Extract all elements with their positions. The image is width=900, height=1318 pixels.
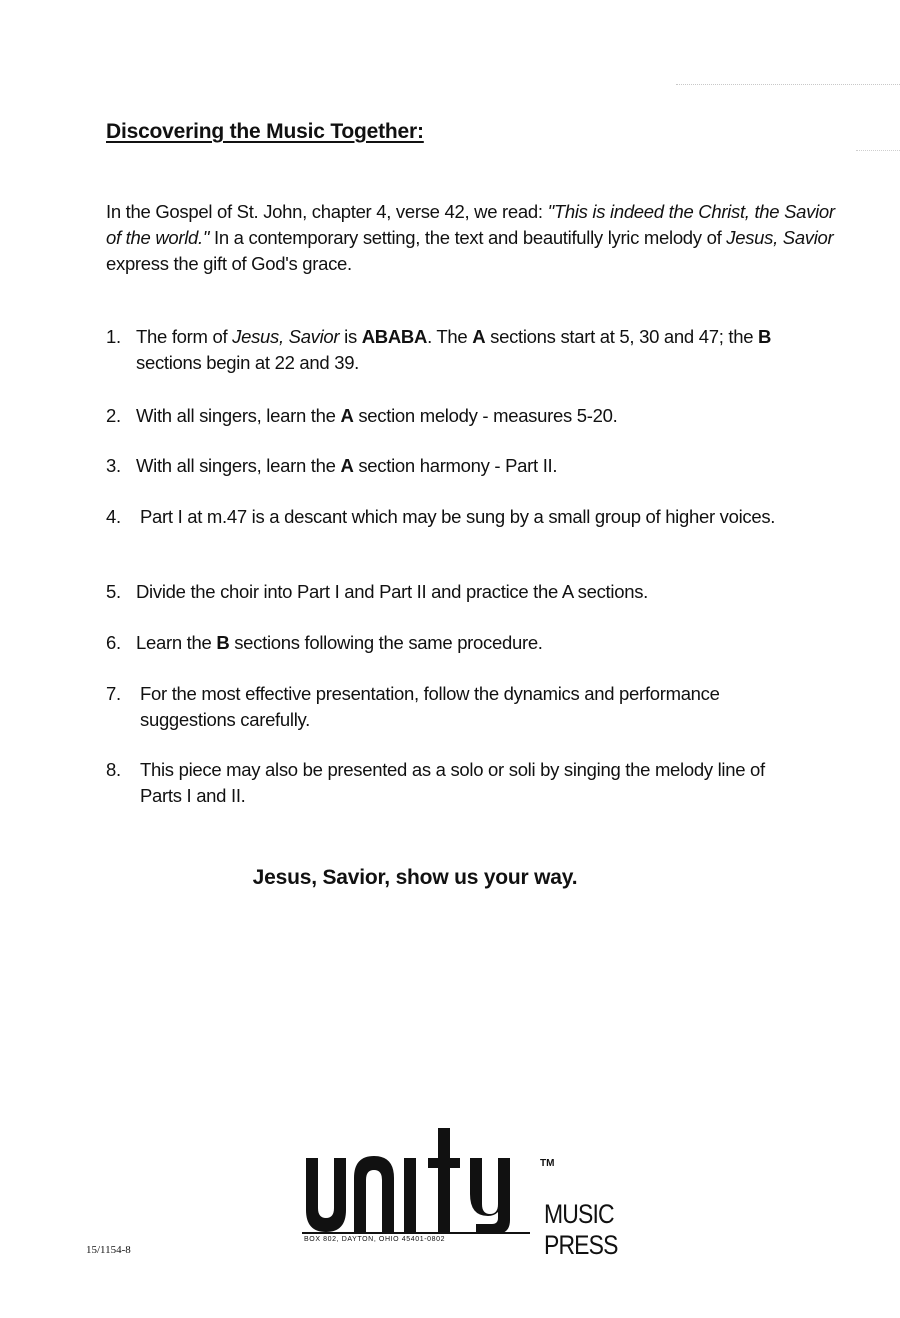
closing-tagline: Jesus, Savior, show us your way. (252, 866, 578, 889)
publisher-name-line2: PRESS (544, 1230, 618, 1260)
scan-artifact-line (676, 84, 900, 85)
song-title: Jesus, Savior (726, 227, 834, 248)
scan-artifact-line-2 (856, 150, 900, 151)
scripture-quote: "This is indeed the Christ, the Savior of the world." (106, 201, 835, 248)
publisher-address: BOX 802, DAYTON, OHIO 45401-0802 (304, 1236, 446, 1243)
list-item: 7. For the most effective presentation, follow the dynamics and performance suggestions carefully. (106, 683, 720, 730)
list-item: 3. With all singers, learn the A section harmony - Part II. (106, 455, 558, 476)
publisher-name-line1: MUSIC (544, 1199, 614, 1229)
trademark-mark: TM (540, 1158, 555, 1169)
list-item: 1. The form of Jesus, Savior is ABABA. The A sections start at 5, 30 and 47; the B sections begin at 22 and 39. (106, 326, 772, 373)
list-item: 4. Part I at m.47 is a descant which may be sung by a small group of higher voices. (106, 506, 776, 527)
list-item: 5. Divide the choir into Part I and Part II and practice the A sections. (106, 581, 648, 602)
list-item: 6. Learn the B sections following the same procedure. (106, 632, 543, 653)
intro-paragraph: In the Gospel of St. John, chapter 4, verse 42, we read: "This is indeed the Christ, the Savior of the world." In a contemporary setting, the text and beautifully lyric melody of Jesus, Savior express the gift of God's grace. (106, 201, 835, 274)
catalog-number: 15/1154-8 (86, 1244, 131, 1256)
unity-logo-icon (300, 1128, 540, 1234)
list-item: 2. With all singers, learn the A section melody - measures 5-20. (106, 405, 618, 426)
list-item: 8. This piece may also be presented as a solo or soli by singing the melody line of Parts I and II. (106, 759, 765, 806)
page-heading: Discovering the Music Together: (106, 120, 424, 143)
